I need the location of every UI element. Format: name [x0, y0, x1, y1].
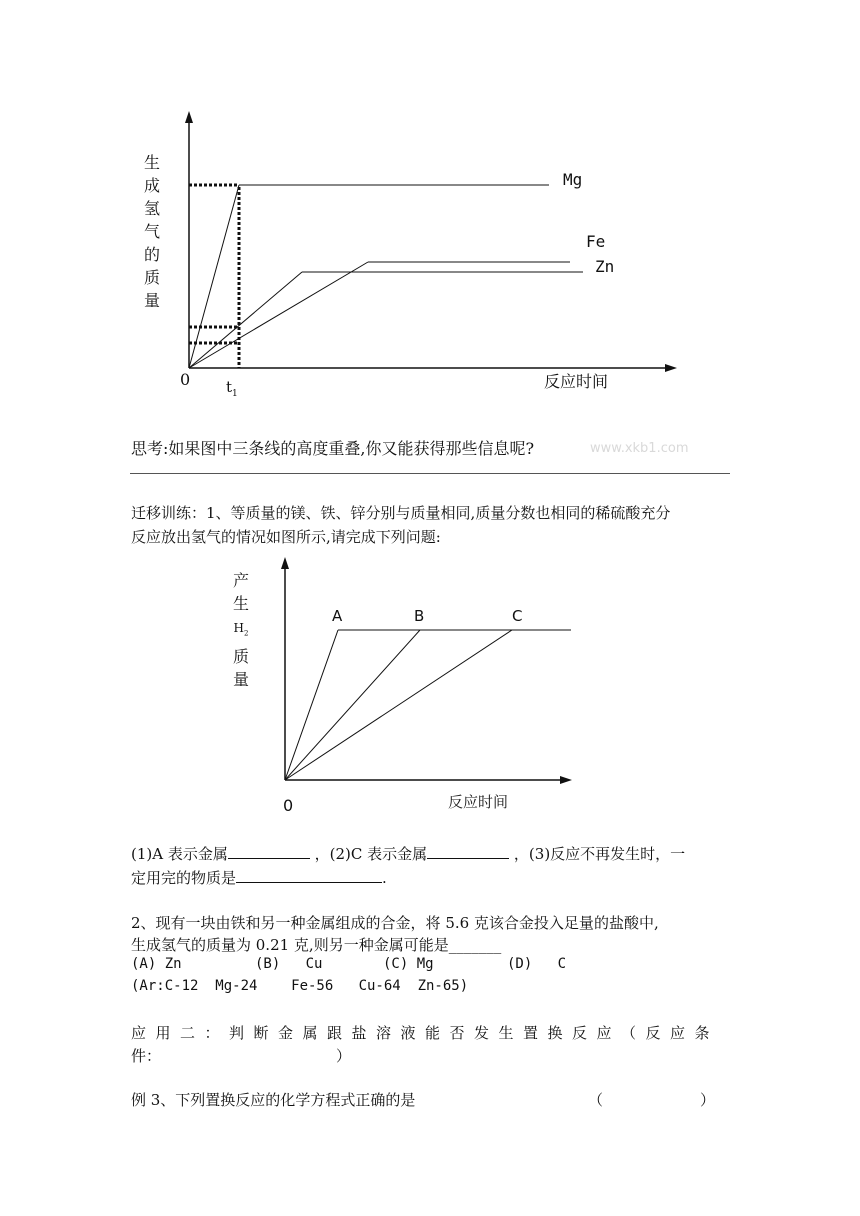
chart-1-fe-rise: [189, 262, 368, 368]
question-2-line-2: 生成氢气的质量为 0.21 克,则另一种金属可能是_______: [131, 936, 502, 954]
chart-2-y-label: 产 生 $H_2$ 质 量: [232, 571, 249, 690]
chart-2-x-label: 反应时间: [448, 793, 509, 811]
example-3-close-paren: ）: [700, 1091, 716, 1109]
chart-2-label-a: A: [332, 607, 343, 625]
watermark-text: www.xkb1.com: [590, 441, 689, 456]
think-question: 思考:如果图中三条线的高度重叠,你又能获得那些信息呢?: [131, 439, 535, 458]
chart-1-y-label: 生 成 氢 气 的 质 量: [143, 153, 160, 310]
chart-2-h2-mass: [0, 550, 860, 810]
chart-1-mg-rise: [189, 185, 239, 368]
answer-blank-c[interactable]: [427, 844, 509, 859]
chart-1-hydrogen-mass: [0, 0, 860, 420]
chart-2-x-axis-arrow: [560, 776, 572, 784]
chart-1-series-label-fe: Fe: [586, 232, 606, 251]
chart-2-line-b: [285, 630, 420, 780]
chart-1-zn-rise: [189, 272, 302, 368]
question-2-option-c[interactable]: (C) Mg: [383, 956, 434, 972]
question-1-line-1: (1)A 表示金属 ，(2)C 表示金属 ，(3)反应不再发生时，一: [131, 845, 686, 863]
chart-1-t1-label: $t_1$: [226, 378, 238, 399]
application-2-line-1: 应用二：判断金属跟盐溶液能否发生置换反应（反应条: [131, 1024, 720, 1042]
atomic-masses-note: (Ar:C-12 Mg-24 Fe-56 Cu-64 Zn-65): [131, 978, 469, 994]
answer-blank-a[interactable]: [228, 844, 310, 859]
chart-1-x-axis-arrow: [665, 364, 677, 372]
application-2-close-paren: ）: [336, 1047, 352, 1065]
chart-2-origin-label: 0: [283, 796, 294, 815]
question-2-option-d[interactable]: (D) C: [507, 956, 567, 972]
chart-2-line-a: [285, 630, 338, 780]
application-2-line-2: 件：: [131, 1047, 162, 1065]
answer-blank-consumed[interactable]: [236, 868, 382, 883]
chart-1-series-label-zn: Zn: [595, 257, 615, 276]
chart-1-origin-label: 0: [180, 370, 191, 389]
question-2-line-1: 2、现有一块由铁和另一种金属组成的合金，将 5.6 克该合金投入足量的盐酸中,: [131, 914, 659, 932]
chart-2-line-c: [285, 630, 512, 780]
chart-1-y-axis-arrow: [185, 111, 193, 123]
example-3-question: 例 3、下列置换反应的化学方程式正确的是: [131, 1091, 416, 1109]
example-3-open-paren: （: [588, 1091, 604, 1109]
chart-1-x-label: 反应时间: [544, 372, 609, 391]
transfer-line-2: 反应放出氢气的情况如图所示,请完成下列问题:: [131, 528, 441, 546]
question-2-option-a[interactable]: (A) Zn: [131, 956, 182, 972]
transfer-line-1: 迁移训练：1、等质量的镁、铁、锌分别与质量相同,质量分数也相同的稀硫酸充分: [131, 504, 671, 522]
divider-line: [130, 473, 730, 474]
chart-2-label-c: C: [512, 607, 523, 625]
question-1-line-2: 定用完的物质是 .: [131, 869, 387, 887]
chart-2-y-axis-arrow: [281, 557, 289, 569]
chart-2-label-b: B: [414, 607, 425, 625]
chart-1-series-label-mg: Mg: [563, 170, 583, 189]
question-2-option-b[interactable]: (B) Cu: [255, 956, 323, 972]
